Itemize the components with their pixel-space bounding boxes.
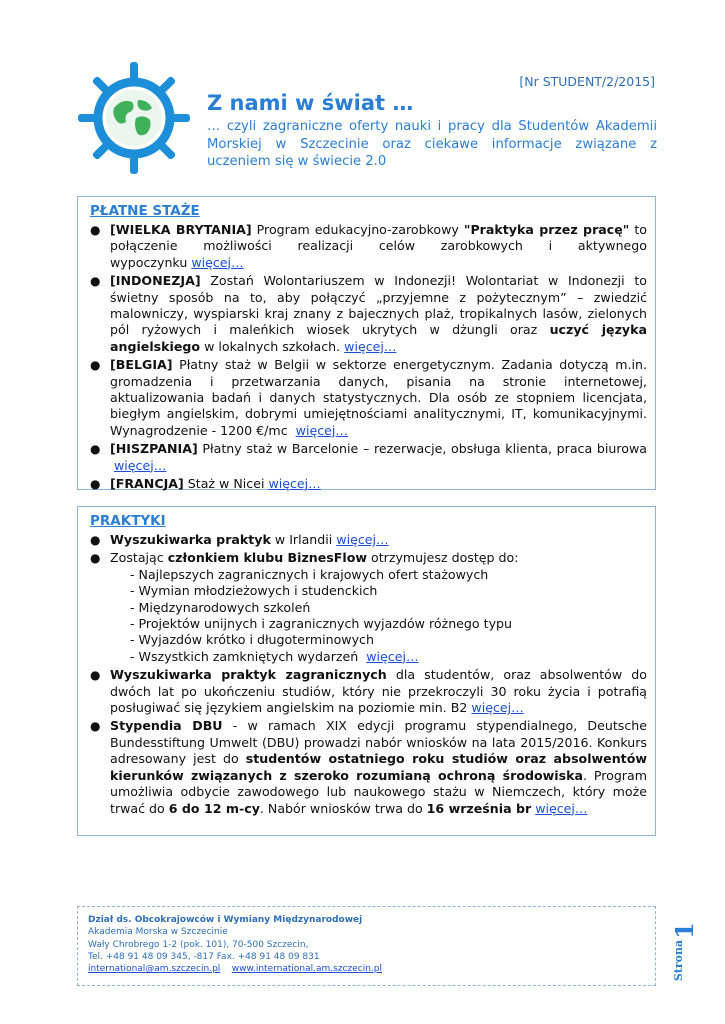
country-label: [WIELKA BRYTANIA]	[110, 222, 252, 237]
benefits-list	[110, 567, 647, 665]
ship-wheel-globe-icon	[78, 62, 190, 174]
bullet-icon: ●	[90, 719, 101, 734]
item-text: - w ramach XIX edycji programu stypendialnego, Deutsche Bundesstiftung Umwelt (DBU) prowadzi nabór wniosków na lata 2015/2016. Konkurs adresowany jest do	[110, 718, 647, 767]
paid-internships-section	[77, 196, 656, 490]
country-label: [INDONEZJA]	[110, 273, 201, 289]
item-text: to połączenie możliwości realizacji celów zarobkowych i aktywnego wypoczynku	[110, 222, 648, 270]
document-number: [Nr STUDENT/2/2015]	[519, 74, 655, 89]
item-text: w Irlandii	[270, 532, 333, 547]
item-text: w lokalnych szkołach.	[200, 338, 341, 354]
benefit-item: - Wymian młodzieżowych i studenckich	[130, 583, 378, 599]
list-item	[86, 718, 647, 816]
bullet-icon: ●	[90, 274, 101, 289]
more-link[interactable]: więcej…	[295, 422, 348, 438]
footer-title: Dział ds. Obcokrajowców i Wymiany Międzynarodowej	[88, 915, 363, 925]
item-text: . Nabór wniosków trwa do	[259, 800, 427, 816]
country-label: [FRANCJA]	[110, 476, 184, 492]
list-item	[86, 273, 647, 355]
bullet-icon: ●	[90, 477, 101, 492]
item-bold-text: Wyszukiwarka praktyk	[110, 532, 271, 547]
practices-section	[77, 506, 656, 836]
list-item	[86, 532, 647, 548]
page-title: Z nami w świat …	[207, 91, 414, 115]
more-link[interactable]: więcej…	[114, 457, 167, 473]
item-text: Zostań Wolontariuszem w Indonezji! Wolontariat w Indonezji to świetny sposób na to, aby połączyć „przyjemne z pożytecznym” – zwiedzić malowniczy, wyspiarski kraj znany z bajecznych plaż, tropikalnych lasów, zielonych pól ryżowych i maleńkich wiosek ukrytych w dżungli oraz	[110, 273, 647, 338]
paid-internships-list	[86, 222, 647, 493]
item-bold-text: "Praktyka przez pracę"	[463, 222, 630, 237]
page-label: Strona	[672, 939, 686, 982]
item-bold-text: 6 do 12 m-cy	[168, 800, 260, 816]
benefit-item	[130, 649, 647, 665]
practices-list	[86, 532, 647, 817]
more-link[interactable]: więcej…	[366, 648, 419, 664]
item-text: otrzymujesz dostęp do:	[367, 550, 519, 566]
footer-links	[88, 963, 645, 975]
country-label: [BELGIA]	[110, 357, 173, 373]
list-item	[86, 550, 647, 665]
item-text: Staż w Nicei	[183, 476, 265, 492]
page-subtitle: … czyli zagraniczne oferty nauki i pracy dla Studentów Akademii Morskiej w Szczecinie oraz ciekawe informacje związane z uczeniem się w świecie 2.0	[207, 119, 657, 169]
item-text: Zostając	[110, 550, 168, 566]
item-bold-text: Stypendia DBU	[110, 718, 223, 734]
footer-line: Wały Chrobrego 1-2 (pok. 101), 70-500 Szczecin,	[88, 939, 309, 950]
list-item	[86, 441, 647, 474]
page-number: 1	[669, 922, 699, 939]
item-text: Program edukacyjno-zarobkowy	[251, 222, 464, 237]
item-text: Płatny staż w Barcelonie – rezerwacje, obsługa klienta, praca biurowa	[197, 441, 647, 457]
footer-line: Akademia Morska w Szczecinie	[88, 927, 228, 938]
footer-contact	[77, 906, 656, 986]
list-item	[86, 476, 647, 492]
item-bold-text: 16 września br	[426, 800, 532, 816]
benefit-text: - Wszystkich zamkniętych wydarzeń	[130, 648, 359, 664]
item-bold-text: członkiem klubu BiznesFlow	[167, 550, 368, 566]
bullet-icon: ●	[90, 223, 101, 237]
benefit-item: - Międzynarodowych szkoleń	[130, 599, 311, 615]
benefit-item: - Wyjazdów krótko i długoterminowych	[130, 632, 374, 648]
list-item	[86, 222, 647, 271]
section-title: PRAKTYKI	[90, 513, 166, 529]
section-title: PŁATNE STAŻE	[90, 203, 200, 219]
email-link[interactable]: international@am.szczecin.pl	[88, 964, 221, 975]
bullet-icon: ●	[90, 358, 101, 373]
more-link[interactable]: więcej…	[471, 700, 524, 716]
list-item	[86, 667, 647, 716]
benefit-item: - Projektów unijnych i zagranicznych wyjazdów różnego typu	[130, 616, 512, 632]
item-text: dla studentów, oraz absolwentów do dwóch lat po ukończeniu studiów, który nie przekroczyli 30 roku życia i potrafią posługiwać się językiem angielskim na poziomie min. B2	[110, 667, 647, 716]
bullet-icon: ●	[90, 551, 101, 566]
page-number-marker	[669, 920, 699, 990]
item-text: . Program umożliwia odbycie zawodowego lub naukowego stażu w Niemczech, który może trwać do	[110, 767, 647, 816]
more-link[interactable]: więcej…	[268, 476, 321, 492]
item-text: Płatny staż w Belgii w sektorze energetycznym. Zadania dotyczą m.in. gromadzenia i przetwarzania danych, pisania na stronie internetowej, aktualizowania badań i danych statystycznych. Dla osób ze stopniem licencjata, biegłym angielskim, dobrymi umiejętnościami analitycznymi, IT, komunikacyjnymi. Wynagrodzenie - 1200 €/mc	[110, 357, 647, 438]
bullet-icon: ●	[90, 533, 101, 547]
more-link[interactable]: więcej…	[535, 800, 588, 816]
country-label: [HISZPANIA]	[110, 441, 198, 457]
benefit-item: - Najlepszych zagranicznych i krajowych ofert stażowych	[130, 566, 489, 582]
footer-line: Tel. +48 91 48 09 345, -817 Fax. +48 91 48 09 831	[88, 951, 320, 962]
bullet-icon: ●	[90, 442, 101, 457]
item-bold-text: studentów ostatniego roku studiów oraz absolwentów kierunków związanych z szeroko rozumianą ochroną środowiska	[110, 751, 647, 783]
list-item	[86, 357, 647, 439]
more-link[interactable]: więcej…	[344, 338, 397, 354]
more-link[interactable]: więcej…	[336, 532, 389, 547]
item-bold-text: Wyszukiwarka praktyk zagranicznych	[110, 667, 387, 683]
website-link[interactable]: www.international.am.szczecin.pl	[231, 964, 382, 975]
bullet-icon: ●	[90, 668, 101, 683]
more-link[interactable]: więcej…	[191, 254, 244, 270]
item-bold-text: uczyć języka angielskiego	[110, 322, 647, 354]
